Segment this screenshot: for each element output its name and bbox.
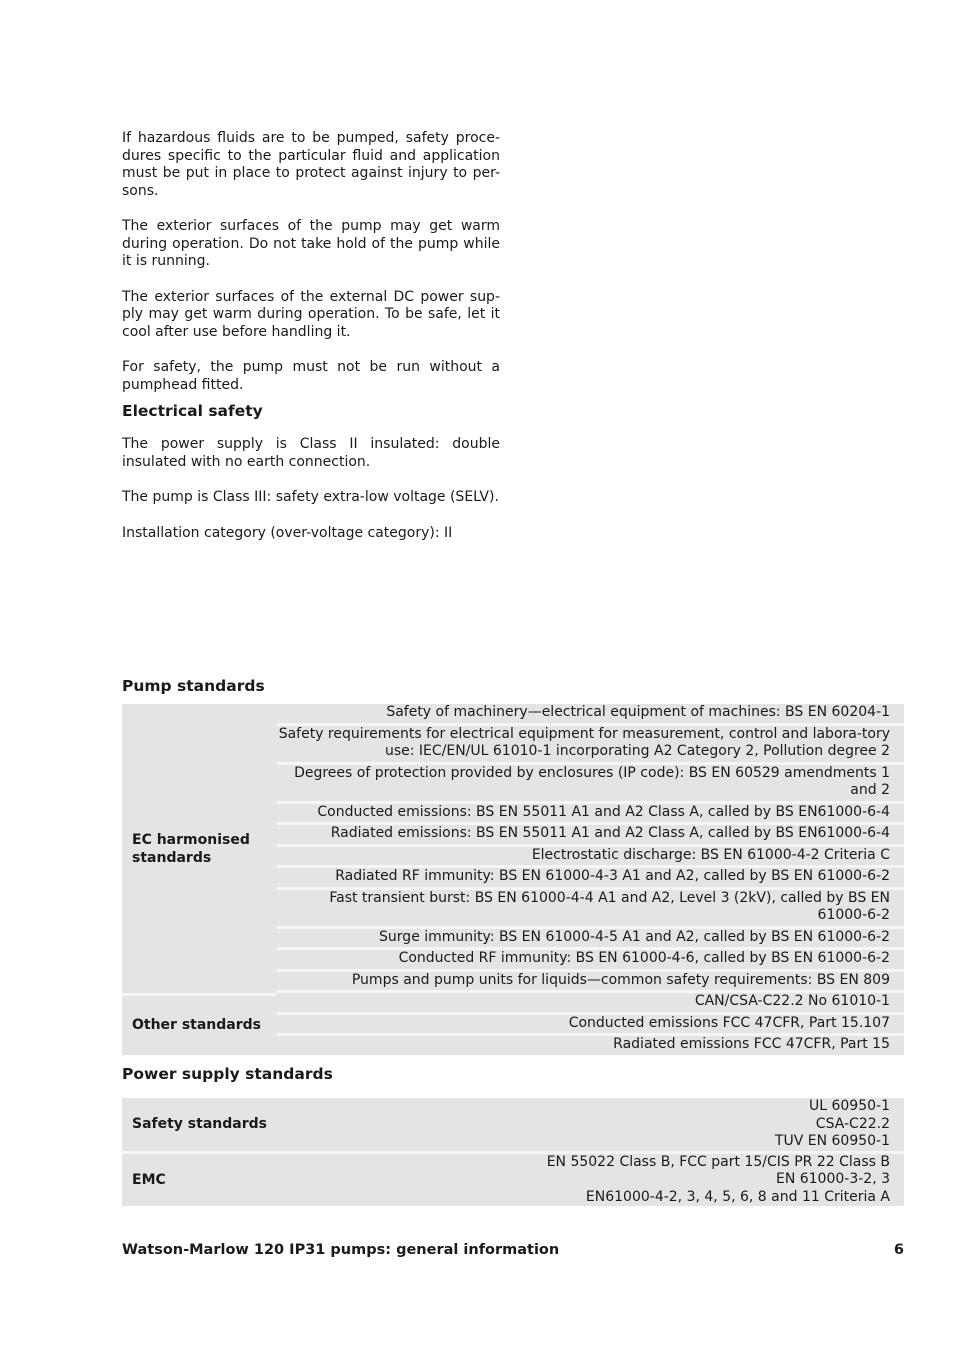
standard-entry: Radiated RF immunity: BS EN 61000-4-3 A1 and A2, called by BS EN 61000-6-2 [277, 868, 904, 890]
pump-standards-heading: Pump standards [122, 677, 265, 695]
installation-category-paragraph: Installation category (over-voltage category): II [122, 524, 453, 541]
standard-entry: Conducted RF immunity: BS EN 61000-4-6, called by BS EN 61000-6-2 [277, 950, 904, 972]
class-iii-paragraph: The pump is Class III: safety extra-low voltage (SELV). [122, 489, 499, 505]
standard-line: EN 61000-3-2, 3 [775, 1171, 890, 1187]
safety-text-column [122, 130, 500, 542]
safety-standards-label: Safety standards [122, 1098, 332, 1154]
class-ii-paragraph: The power supply is Class II insulated: double insulated with no earth connection. [122, 436, 500, 470]
standard-entry: Radiated emissions FCC 47CFR, Part 15 [613, 1036, 890, 1052]
ec-harmonised-label: EC harmonised standards [132, 831, 250, 866]
standard-entry: Surge immunity: BS EN 61000-4-5 A1 and A2, called by BS EN 61000-6-2 [277, 929, 904, 951]
standard-line: UL 60950-1 [809, 1098, 890, 1114]
standard-entry: Electrostatic discharge: BS EN 61000-4-2 Criteria C [277, 847, 904, 869]
pumphead-fitted-paragraph: For safety, the pump must not be run without a pumphead fitted. [122, 359, 500, 393]
standard-entry: Safety requirements for electrical equipment for measurement, control and labora-tory use: IEC/EN/UL 61010-1 incorporating A2 Category 2, Pollution degree 2 [277, 726, 904, 765]
hazardous-fluids-paragraph: If hazardous fluids are to be pumped, safety proce-dures specific to the particular fluid and application must be put in place to protect against injury to per-sons. [122, 130, 500, 199]
standard-entry: Pumps and pump units for liquids—common safety requirements: BS EN 809 [277, 972, 904, 994]
pump-surface-warm-paragraph: The exterior surfaces of the pump may get warm during operation. Do not take hold of the pump while it is running. [122, 218, 500, 269]
standard-entry: CAN/CSA-C22.2 No 61010-1 [277, 993, 904, 1015]
standard-line: EN61000-4-2, 3, 4, 5, 6, 8 and 11 Criteria A [585, 1188, 890, 1205]
page-footer [122, 1242, 904, 1258]
safety-standards-values [332, 1098, 904, 1154]
electrical-safety-heading: Electrical safety [122, 402, 263, 420]
emc-label: EMC [132, 1171, 166, 1188]
standard-entry: Conducted emissions: BS EN 55011 A1 and A2 Class A, called by BS EN61000-6-4 [277, 804, 904, 826]
power-supply-standards-table [122, 1098, 904, 1206]
standard-line: TUV EN 60950-1 [774, 1133, 890, 1149]
standard-line: CSA-C22.2 [815, 1115, 890, 1132]
page-number: 6 [893, 1242, 904, 1258]
other-standards-label: Other standards [122, 993, 277, 1055]
pump-standards-table [122, 704, 904, 1055]
standard-entry: Safety of machinery—electrical equipment of machines: BS EN 60204-1 [277, 704, 904, 726]
power-supply-standards-heading: Power supply standards [122, 1065, 333, 1083]
power-supply-warm-paragraph: The exterior surfaces of the external DC power sup-ply may get warm during operation. To be safe, let it cool after use before handling it. [122, 288, 500, 340]
standard-entry: Fast transient burst: BS EN 61000-4-4 A1 and A2, Level 3 (2kV), called by BS EN 61000-6-2 [277, 890, 904, 929]
standard-entry: Degrees of protection provided by enclosures (IP code): BS EN 60529 amendments 1 and 2 [277, 765, 904, 804]
standard-entry: Radiated emissions: BS EN 55011 A1 and A2 Class A, called by BS EN61000-6-4 [277, 825, 904, 847]
emc-values [332, 1154, 904, 1207]
standard-line: EN 55022 Class B, FCC part 15/CIS PR 22 Class B [546, 1153, 890, 1170]
standard-entry: Conducted emissions FCC 47CFR, Part 15.107 [277, 1015, 904, 1037]
footer-title: Watson-Marlow 120 IP31 pumps: general information [122, 1242, 560, 1258]
